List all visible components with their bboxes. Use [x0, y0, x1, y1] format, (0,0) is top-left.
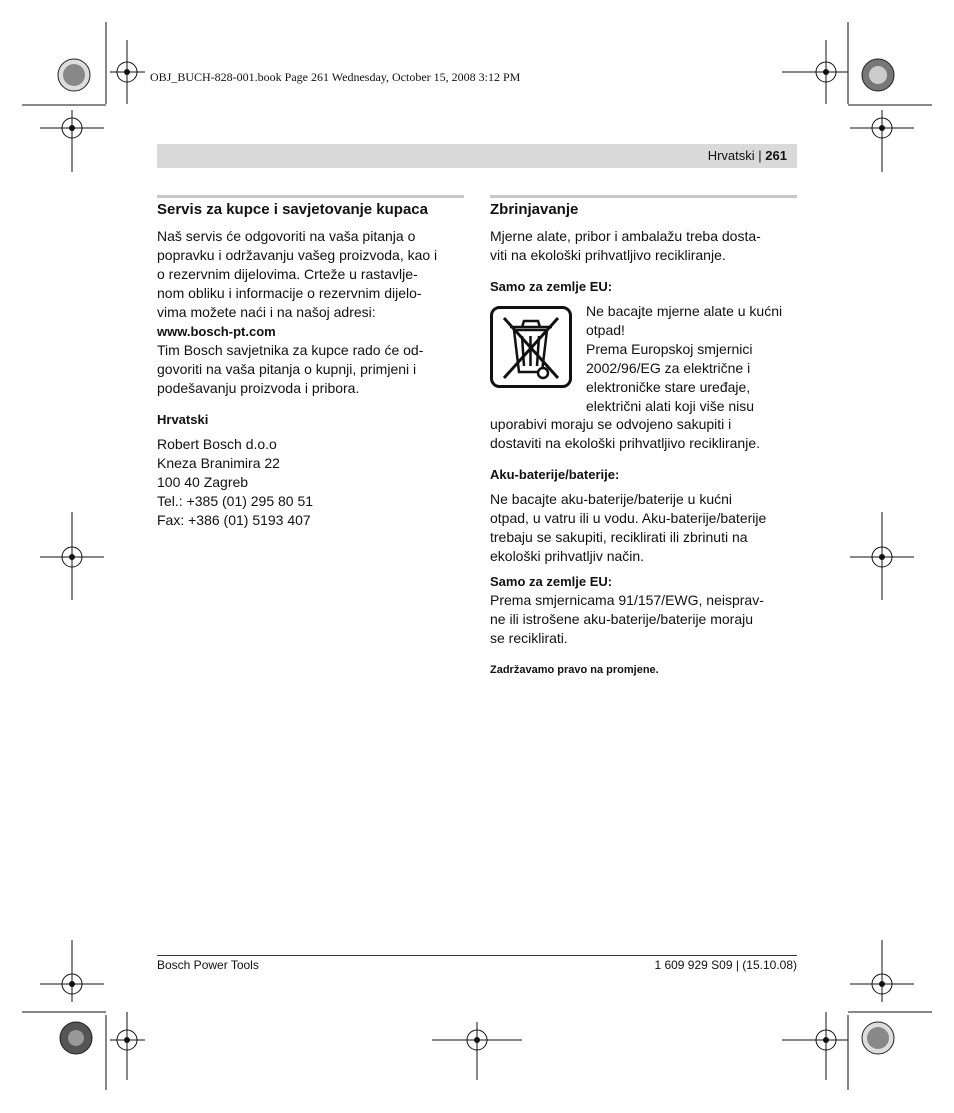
book-info: OBJ_BUCH-828-001.book Page 261 Wednesday, October 15, 2008 3:12 PM — [150, 70, 521, 84]
battery-heading: Aku-baterije/baterije: — [490, 467, 620, 482]
icon-text-line: Prema Europskoj smjernici — [586, 341, 753, 357]
address-line: 100 40 Zagreb — [157, 474, 249, 490]
icon-text-line: Ne bacajte mjerne alate u kućni — [586, 303, 783, 319]
customer-service-title: Servis za kupce i savjetovanje kupaca — [157, 201, 428, 218]
page-header — [157, 144, 797, 168]
eu-heading-2: Samo za zemlje EU: — [490, 574, 613, 589]
icon-text-line: 2002/96/EG za električne i — [586, 360, 751, 376]
header-language: Hrvatski — [707, 148, 755, 163]
page-number: 261 — [765, 148, 787, 163]
right-column-rule — [490, 195, 797, 198]
icon-text-line: elektroničke stare uređaje, — [586, 379, 751, 395]
right-column — [490, 200, 800, 648]
intro-line: vima možete naći i na našoj adresi: — [157, 304, 376, 320]
address-line: Kneza Branimira 22 — [157, 455, 280, 471]
header-text — [708, 148, 787, 163]
rights-reserved-note: Zadržavamo pravo na promjene. — [490, 664, 659, 676]
advice-line: podešavanju proizvoda i pribora. — [157, 380, 360, 396]
disposal-intro-line: viti na ekološki prihvatljivo recikliranje. — [490, 247, 726, 263]
battery-line: trebaju se sakupiti, reciklirati ili zbrinuti na — [490, 529, 748, 545]
directive-line: ne ili istrošene aku-baterije/baterije moraju — [490, 611, 754, 627]
icon-text-line: električni alati koji više nisu — [586, 398, 755, 414]
website-link[interactable]: www.bosch-pt.com — [157, 324, 276, 339]
address-line: Tel.: +385 (01) 295 80 51 — [157, 493, 314, 509]
footer-doc-number: 1 609 929 S09 | (15.10.08) — [654, 958, 797, 972]
address-line: Robert Bosch d.o.o — [157, 436, 277, 452]
intro-line: o rezervnim dijelovima. Crteže u rastavlje- — [157, 266, 418, 282]
icon-text-line: otpad! — [586, 322, 625, 338]
footer-rule — [157, 955, 797, 956]
disposal-title: Zbrinjavanje — [490, 201, 579, 218]
footer-brand: Bosch Power Tools — [157, 958, 259, 972]
left-column-rule — [157, 195, 464, 198]
advice-line: Tim Bosch savjetnika za kupce rado će od- — [157, 342, 424, 358]
crossed-out-wheelie-bin-icon — [490, 306, 572, 388]
header-separator: | — [758, 148, 762, 163]
intro-line: nom obliku i informacije o rezervnim dijelo- — [157, 285, 422, 301]
directive-line: Prema smjernicama 91/157/EWG, neisprav- — [490, 592, 764, 608]
directive-line: se reciklirati. — [490, 630, 568, 646]
address-line: Fax: +386 (01) 5193 407 — [157, 512, 311, 528]
battery-line: otpad, u vatru ili u vodu. Aku-baterije/baterije — [490, 510, 767, 526]
country-heading: Hrvatski — [157, 412, 209, 427]
advice-line: govoriti na vaša pitanja o kupnji, primjeni i — [157, 361, 417, 377]
intro-line: popravku i održavanju vašeg proizvoda, kao i — [157, 247, 438, 263]
left-column — [157, 200, 467, 530]
battery-line: ekološki prihvatljiv način. — [490, 548, 645, 564]
continuation-line: dostaviti na ekološki prihvatljivo recikliranje. — [490, 435, 761, 451]
continuation-line: uporabivi moraju se odvojeno sakupiti i — [490, 416, 732, 432]
battery-line: Ne bacajte aku-baterije/baterije u kućni — [490, 491, 733, 507]
eu-heading: Samo za zemlje EU: — [490, 279, 613, 294]
disposal-intro-line: Mjerne alate, pribor i ambalažu treba dosta- — [490, 228, 761, 244]
intro-line: Naš servis će odgovoriti na vaša pitanja o — [157, 228, 416, 244]
